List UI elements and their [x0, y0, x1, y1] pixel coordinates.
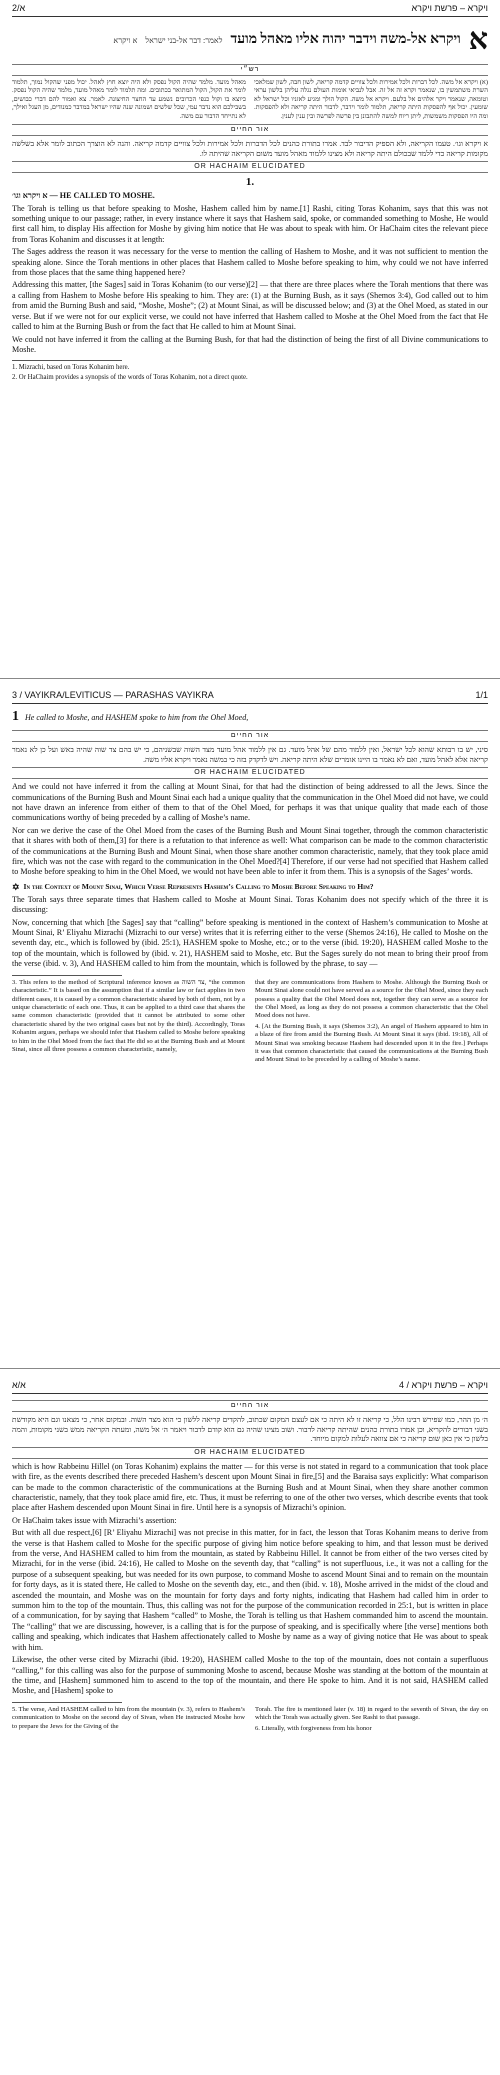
page-3	[0, 1368, 500, 2075]
section-number: 1.	[245, 176, 255, 189]
rashi-label: רש״י	[12, 64, 488, 76]
paragraph: Likewise, the other verse cited by Mizrachi (ibid. 19:20), HASHEM called Moshe to the top of the mountain, does not contain a superfluous “calling,” for this calling was also for the purpose of summoning Moshe to ascend, because Moshe was standing at the bottom of the mountain at the time, and [Hashem] summoned him to ascend to the top of the mountain, and there He spoke to him. And it is not said, HASHEM called Moshe, and [Hashem] spoke to	[12, 1655, 488, 1696]
footnote-5-continued: Torah. The fire is mentioned later (v. 18) in regard to the seventh of Sivan, the day on which the Torah was actually given. See Rashi to that passage.	[255, 1705, 488, 1722]
elucidated-label: OR HACHAIM ELUCIDATED	[12, 767, 488, 779]
verse-number: 1	[12, 709, 19, 724]
footnote-column-right	[255, 1706, 488, 1733]
footnotes	[12, 979, 488, 1065]
paragraph: Nor can we derive the case of the Ohel Moed from the cases of the Burning Bush and Mount Sinai together, through the common characteristic that it shares with both of them,[3] for there is a refutation to that inference as well: What comparison can be made to the common characteristic of the communications at the Burning Bush and Mount Sinai, when those share another common characteristic, namely, that they took place amid fire, which was not the case with regard to the communication in the Ohel Moed?[4] Therefore, if our verse had not specified that Hashem called to Moshe before speaking to him in the Ohel Moed, we would not have been able to infer it from them. This is a synopsis of the Sages’ words.	[12, 825, 488, 877]
rashi-column-right: (א) ויקרא אל משה. לכל דברות ולכל אמירות ולכל צוויים קדמה קריאה, לשון חבה, לשון שמלאכי השרת משתמשין בו, שנאמר וקרא זה אל זה. אבל לנביאי אומות העולם נגלה עליהן בלשון עראי וטומאה, שנאמר ויקר אלהים אל בלעם. ויקרא אל משה. הקול הולך ומגיע לאזניו וכל ישראל לא שומעין. יכול אף להפסקות היתה קריאה, תלמוד לומר וידבר, לדבור היתה קריאה ולא להפסקות. ומה היו הפסקות משמשות, ליתן ריוח למשה להתבונן בין פרשה לפרשה ובין ענין לענין.	[254, 79, 488, 120]
page-2-header	[12, 687, 488, 704]
verse-translation: He called to Moshe, and HASHEM spoke to him from the Ohel Moed,	[25, 713, 249, 722]
section-marker-icon: ✡	[12, 881, 20, 892]
rashi-column-left: מאהל מועד. מלמד שהיה הקול נפסק ולא היה יוצא חוץ לאהל. יכול מפני שהקול נמוך, תלמוד לומר את הקול, הקול המתואר בכתובים. ומה תלמוד לומר מאהל מועד, מלמד שהיה הקול נפסק. כיוצא בו וקול כנפי הכרובים נשמע עד החצר החיצונה. לאמר. צא ואמור להם דברי כבושים, בשבילכם הוא נדבר עמי, שכל שלשים ושמונה שנה שהיו ישראל במדבר כמנודים, מן העגל ואילך, לא נתייחד הדבור עם משה.	[12, 79, 246, 120]
sub-heading	[12, 882, 488, 893]
verse-heading	[12, 17, 488, 61]
paragraph: Now, concerning that which [the Sages] say that “calling” before speaking is mentioned in the context of Hashem’s communication to Moshe at Mount Sinai, R’ Eliyahu Mizrachi (Mizrachi to our verse) writes that it is referring either to the verse (Shemos 24:16), He called to Moshe on the seventh day, etc., which is followed by (ibid. 25:1), HASHEM spoke to Moshe, etc.; or to the verse (ibid. 19:20), HASHEM called Moshe to the top of the mountain, which is followed by (ibid. v. 21), HASHEM said to Moshe, etc. But the Sages surely do not mean to bring their proof from the verse (ibid. v. 3), And HASHEM called to him from the mountain, which is followed by the phrase, to say —	[12, 917, 488, 969]
running-head: 3 / VAYIKRA/LEVITICUS — PARASHAS VAYIKRA	[12, 690, 214, 700]
footnote-3-continued: that they are communications from Hashem to Moshe. Although the Burning Bush or Mount Sinai alone could not have served as a source for the Ohel Moed, since they each possess a quality that the Ohel Moed does not, together they can serve as a source for the Ohel Moed, as long as they do not possess a common characteristic that the Ohel Moed does not have.	[255, 978, 488, 1020]
footnote-rule	[12, 1702, 122, 1703]
paragraph: But with all due respect,[6] [R’ Eliyahu Mizrachi] was not precise in this matter, for in fact, the lesson that Toras Kohanim means to derive from the verse is that Hashem called to Moshe for the specific purpose of giving him notice before speaking to him, and that lesson must be derived from the verse, And HASHEM called to him from the mountain, as stated by Rabbeinu Hillel. It cannot be from either of the two verses cited by Mizrachi, for in the verse (ibid. 24:16), He called to Moshe on the seventh day, that “calling” is not superfluous, i.e., it was not a calling for the purpose of a subsequent speaking, but was needed for its own purpose, to command Moshe to ascend Mount Sinai and to remain on the mountain for forty days, as it is stated there, He called to Moshe on the seventh day, etc., and then (ibid. v. 18), Moshe arrived in the midst of the cloud and ascended the mountain, and Moshe was on the mountain for forty days and forty nights, indicating that Hashem had called him in order to summon him to the top of the mountain. Thus, this calling was not for the purpose of the communication recorded in 25:1, but is written in place of a communication, for by saying that Hashem “called” to Moshe, the Torah is telling us that Hashem commanded him to ascend the mountain. The “calling” that we are discussing, however, is a calling that is for the purpose of speaking, and is specifically where [the verse] mentions both calling and speaking, which indicates that Hashem affectionately called to Moshe by name as a way of giving notice that He was about to speak with him.	[12, 1528, 488, 1652]
elucidated-label: OR HACHAIM ELUCIDATED	[12, 161, 488, 173]
page-2	[0, 678, 500, 1368]
or-hachaim-hebrew: ה׳ מן ההר, כמו שפירש רבינו הלל, כי קריאה זו לא היתה כי אם לעצם המקום שכתוב, להקדים קריאה ללשון כי הוא מצד השוה. ובמקום אחר, כי מצאנו וגם היא מקודשת בשני דבורים להקריא, וכן אמרו בתורת כהנים שהיתה קריאה לדבור. ושוב מצינו שהיה גם הוא קודם לדבור ויאמר ה׳ אל משה, ומעתה הקריאה ממש בשני מקומות, והמה בלשון כי אין כאן שום קריאה כי אם צוואה לעלות למקום מיוחד.	[12, 1415, 488, 1444]
footnote-column-right	[255, 979, 488, 1065]
footnote-2: 2. Or HaChaim provides a synopsis of the words of Toras Kohanim, not a direct quote.	[12, 373, 248, 381]
running-head: ויקרא – פרשת ויקרא	[411, 3, 488, 13]
paragraph: We could not have inferred it from the calling at the Burning Bush, for that had the distinction of being the first of all Divine communications to Moshe.	[12, 334, 488, 354]
page-number: 1/1	[475, 690, 488, 700]
paragraph: The Sages address the reason it was necessary for the verse to mention the calling of Hashem to Moshe, and it was not sufficient to mention the speaking alone. Since the Torah mentions in other places that Hashem called to Moshe before speaking to him, why could we not have inferred from those places that the same thing happened here?	[12, 247, 488, 278]
footnotes	[12, 1706, 488, 1733]
footnote-rule	[12, 360, 122, 361]
footnote-5: 5. The verse, And HASHEM called to him from the mountain (v. 3), refers to Hashem’s communication to Moshe on the second day of Sivan, when He instructed Moshe how to prepare the Jews for the Giving of the	[12, 1705, 245, 1730]
subhead-english: — HE CALLED TO MOSHE.	[49, 191, 155, 201]
page-1	[0, 0, 500, 678]
sub-heading-text: In the Context of Mount Sinai, Which Verse Represents Hashem’s Calling to Moshe Before Speaking to Him?	[23, 881, 374, 891]
running-head: ויקרא – פרשת ויקרא / 4	[399, 1380, 488, 1390]
or-hachaim-hebrew: סיני, יש בו רבותא שהוא לכל ישראל, ואין ללמוד מהם של אהל מועד. גם אין ללמוד אהל מועד מצד השוה שבשניהם, כי יש בהם צד שוה שהיה באש ועל כן לא נאמר קריאה אלא לאהל מועד, ואם לא נאמר בו היינו אומרים שלא היתה קריאה. ויש לדקדק בזה כי במשה נאמר ויקרא אליו משה.	[12, 745, 488, 764]
verse-hebrew-continuation: לאמר: דבר אל-בני ישראל	[145, 35, 223, 45]
verse-hebrew: ויקרא אל-משה וידבר יהוה אליו מאהל מועד	[230, 32, 461, 47]
subhead-hebrew: א ויקרא וגו׳	[12, 191, 48, 201]
verse-heading	[12, 704, 488, 727]
or-hachaim-label: אור החיים	[12, 730, 488, 742]
page-1-header	[12, 0, 488, 17]
verse-marker: א ויקרא	[113, 35, 138, 45]
footnote-4: 4. [At the Burning Bush, it says (Shemos 3:2), An angel of Hashem appeared to him in a blaze of fire from amid the Burning Bush. At Mount Sinai it says (ibid. 19:18), All of Mount Sinai was smoking because Hashem had descended upon it in the fire.] Perhaps it was that common characteristic that caused the communications at the Burning Bush and Mount Sinai to be preceded by a calling of Moshe’s name.	[255, 1022, 488, 1064]
rashi-columns	[12, 79, 488, 121]
paragraph: which is how Rabbeinu Hillel (on Toras Kohanim) explains the matter — for this verse is not stated in regard to a communication that took place with fire, as the events described there preceded Hashem’s descent upon Mount Sinai in fire,[5] and the Baraisa says explicitly: What comparison can be made to the common characteristic of the communications at the Burning Bush and at Mount Sinai, when they share another common characteristic, namely, that they took place amid fire, etc. Thus, it must be referring to one of the other two verses, which describe events that took place after Hashem descended upon Mount Sinai in fire. Until here is a synopsis of Mizrachi’s opinion.	[12, 1461, 488, 1513]
paragraph: Or HaChaim takes issue with Mizrachi’s assertion:	[12, 1515, 177, 1525]
page-number: א/2	[12, 3, 26, 13]
page-number: א/א	[12, 1380, 26, 1390]
paragraph: The Torah says three separate times that Hashem called to Moshe at Mount Sinai. Toras Kohanim does not specify which of the three it is discussing:	[12, 894, 488, 915]
elucidated-label: OR HACHAIM ELUCIDATED	[12, 1447, 488, 1459]
footnote-6: 6. Literally, with forgiveness from his honor	[255, 1724, 372, 1732]
paragraph: And we could not have inferred it from the calling at Mount Sinai, for that had the distinction of being addressed to all the Jews. Since the communications of the Burning Bush and Mount Sinai each had a unique quality that the communication in the Ohel Moed did not have, we could not have drawn an inference from either of them to that of the Ohel Moed, for perhaps it was that unique quality that made each of those communications worthy of being preceded by a calling of Moshe’s name.	[12, 782, 488, 823]
paragraph: Addressing this matter, [the Sages] said in Toras Kohanim (to our verse)[2] — that there are three places where the Torah mentions that there was a calling from Hashem to Moshe before His speaking to him. They are: (1) at the Burning Bush, as it says (Shemos 3:4), God called out to him from amid the Burning Bush and said, “Moshe, Moshe”; (2) at Mount Sinai, as will be discussed below; and (3) at the Ohel Moed, as stated in our verse. But if we were not for our explicit verse, we could not have inferred that Hashem called to Moshe at the Ohel Moed from the fact that He called to him at the Burning Bush or from the fact that He called to him at Mount Sinai.	[12, 280, 488, 332]
footnote-3: 3. This refers to the method of Scriptural inference known as צד השוה, “the common characteristic.” It is based on the assumption that if a similar law or fact applies in two different cases, it is caused by a common characteristic shared by both of them, not by a unique characteristic of each one. Thus, it can be applied to a third case that shares the same common characteristic (provided that it cannot be attributed to some other characteristic shared by the two original cases but not by the third). Accordingly, Toras Kohanim argues, perhaps we should infer that Hashem called to Moshe before speaking to him in the Ohel Moed from the fact that He did so at the Burning Bush and at Mount Sinai, since all three possess a common characteristic, namely,	[12, 978, 245, 1053]
page-3-header	[12, 1377, 488, 1394]
subhead-1	[12, 191, 488, 201]
footnote-1: 1. Mizrachi, based on Toras Kohanim here.	[12, 364, 130, 372]
or-hachaim-hebrew: א ויקרא וגו׳. טעמו הקריאה, ולא הספיק הדיבור לבד. אמרו בתורת כהנים לכל הדברות ולכל אמירות ולכל צוויים קדמה קריאה. והנה לא הוצרך הכתוב לומר אלא בשלשה מקומות קריאה כדי ללמד שבכולם היתה קריאה ולא מצינו ללמוד מאהל מועד משום הקריאה שהיתה לו.	[12, 139, 488, 158]
or-hachaim-label: אור החיים	[12, 1400, 488, 1412]
footnote-rule	[12, 975, 122, 976]
verse-number: א	[468, 23, 488, 56]
or-hachaim-label: אור החיים	[12, 124, 488, 136]
paragraph: The Torah is telling us that before speaking to Moshe, Hashem called him by name.[1] Rashi, citing Toras Kohanim, says that this was not something unique to our passage; rather, in every instance where it says that Hashem said, spoke, or commanded something to Moshe, He would first call him, to display His affection for Moshe by giving him notice that He was about to speak with him. Or HaChaim cites the relevant piece from Toras Kohanim and discusses it at length:	[12, 203, 488, 244]
